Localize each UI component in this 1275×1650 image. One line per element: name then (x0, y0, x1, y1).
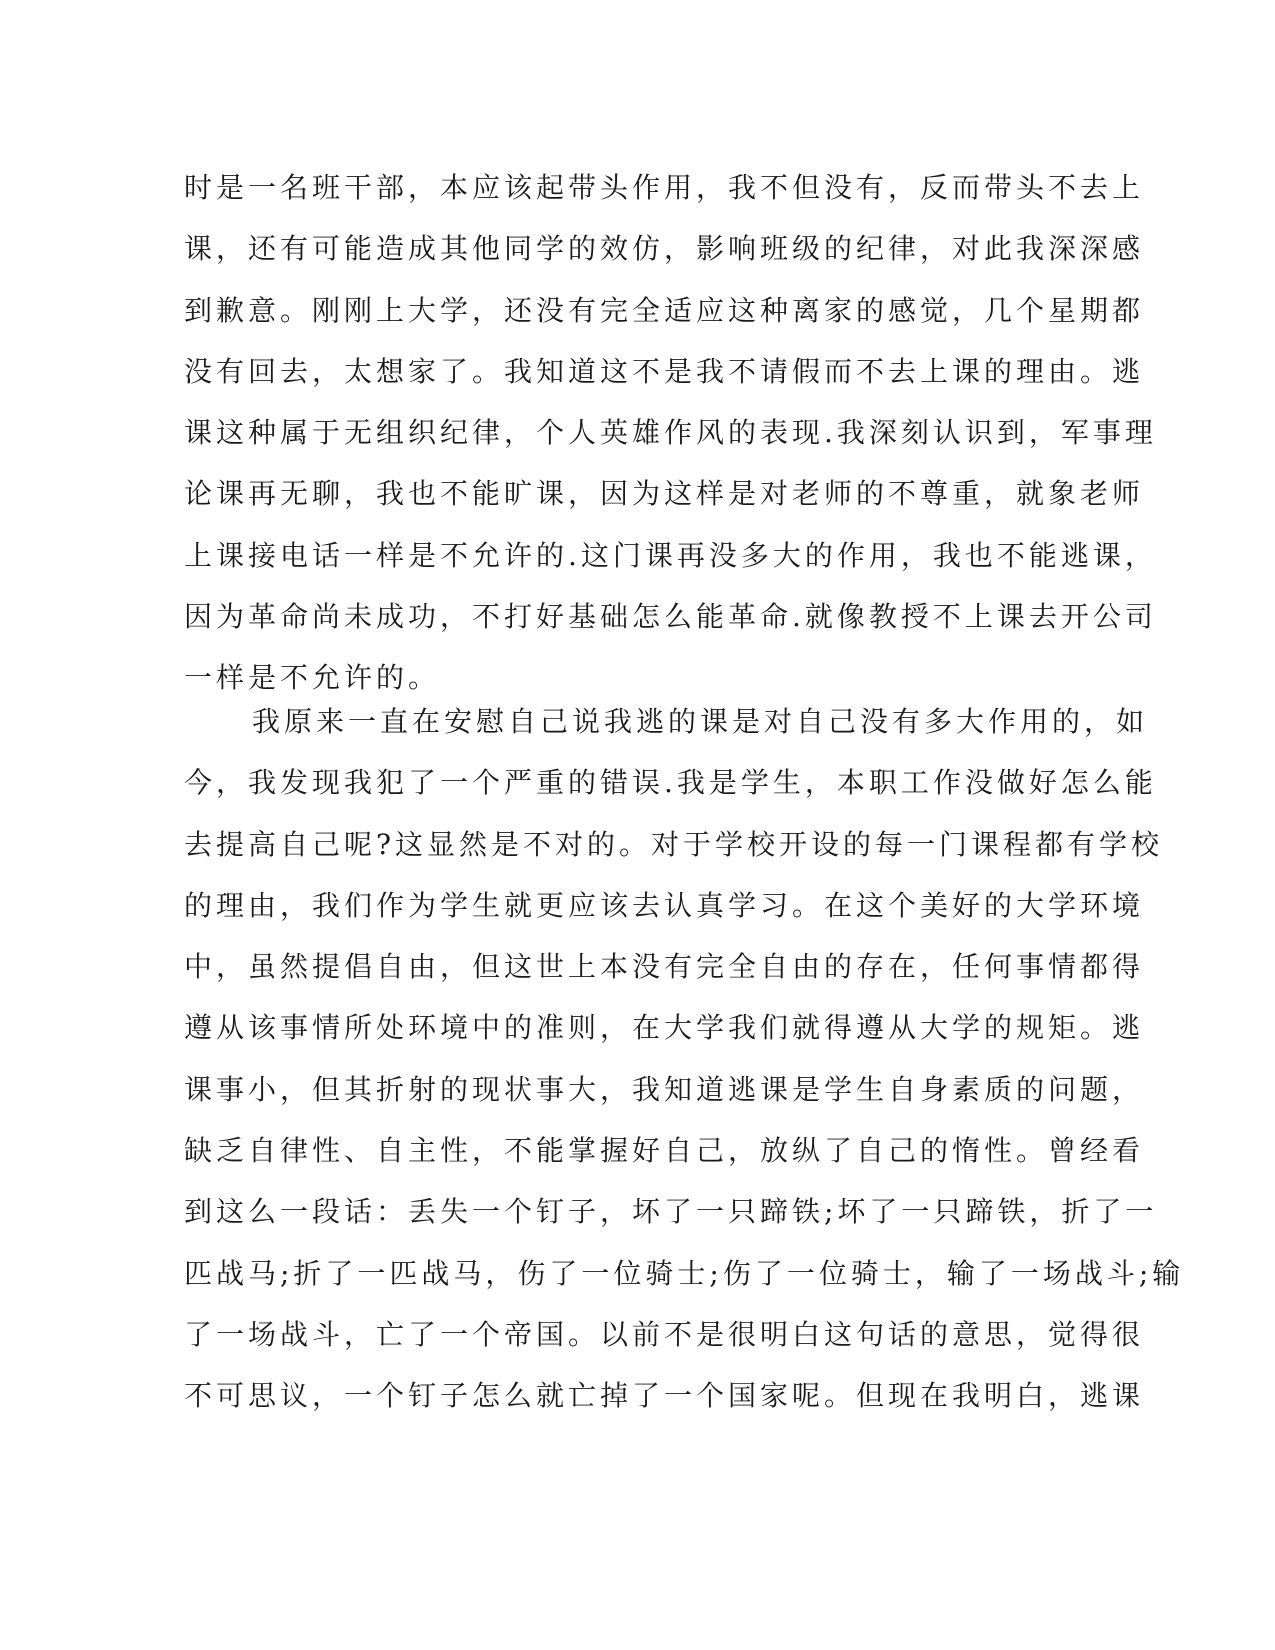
text-line: 课，还有可能造成其他同学的效仿，影响班级的纪律，对此我深深感 (184, 232, 1145, 266)
text-line: 一样是不允许的。 (184, 661, 441, 695)
text-line: 遵从该事情所处环境中的准则，在大学我们就得遵从大学的规矩。逃 (184, 1011, 1145, 1045)
paragraph-main (184, 691, 1185, 1427)
text-line: 时是一名班干部，本应该起带头作用，我不但没有，反而带头不去上 (184, 171, 1145, 204)
text-line: 的理由，我们作为学生就更应该去认真学习。在这个美好的大学环境 (184, 888, 1145, 922)
text-line: 缺乏自律性、自主性，不能掌握好自己，放纵了自己的惰性。曾经看 (184, 1134, 1145, 1168)
text-line: 匹战马;折了一匹战马，伤了一位骑士;伤了一位骑士，输了一场战斗;输 (184, 1256, 1185, 1290)
text-line: 到歉意。刚刚上大学，还没有完全适应这种离家的感觉，几个星期都 (184, 293, 1145, 327)
text-line: 论课再无聊，我也不能旷课，因为这样是对老师的不尊重，就象老师 (184, 477, 1145, 511)
text-line: 今，我发现我犯了一个严重的错误.我是学生，本职工作没做好怎么能 (184, 766, 1157, 800)
text-line: 因为革命尚未成功，不打好基础怎么能革命.就像教授不上课去开公司 (184, 600, 1157, 634)
text-line: 了一场战斗，亡了一个帝国。以前不是很明白这句话的意思，觉得很 (184, 1317, 1145, 1351)
text-line-first: 我原来一直在安慰自己说我逃的课是对自己没有多大作用的，如 (252, 705, 1149, 738)
text-line: 课这种属于无组织纪律，个人英雄作风的表现.我深刻认识到，军事理 (184, 416, 1157, 450)
text-line: 上课接电话一样是不允许的.这门课再没多大的作用，我也不能逃课， (184, 538, 1157, 572)
text-line: 中，虽然提倡自由，但这世上本没有完全自由的存在，任何事情都得 (184, 950, 1145, 984)
text-line: 不可思议，一个钉子怎么就亡掉了一个国家呢。但现在我明白，逃课 (184, 1379, 1145, 1413)
text-line: 到这么一段话：丢失一个钉子，坏了一只蹄铁;坏了一只蹄铁，折了一 (184, 1195, 1158, 1229)
paragraph-continued (184, 157, 1157, 709)
text-line: 课事小，但其折射的现状事大，我知道逃课是学生自身素质的问题， (184, 1072, 1145, 1106)
text-line: 没有回去，太想家了。我知道这不是我不请假而不去上课的理由。逃 (184, 354, 1145, 388)
text-line: 去提高自己呢?这显然是不对的。对于学校开设的每一门课程都有学校 (184, 827, 1164, 861)
